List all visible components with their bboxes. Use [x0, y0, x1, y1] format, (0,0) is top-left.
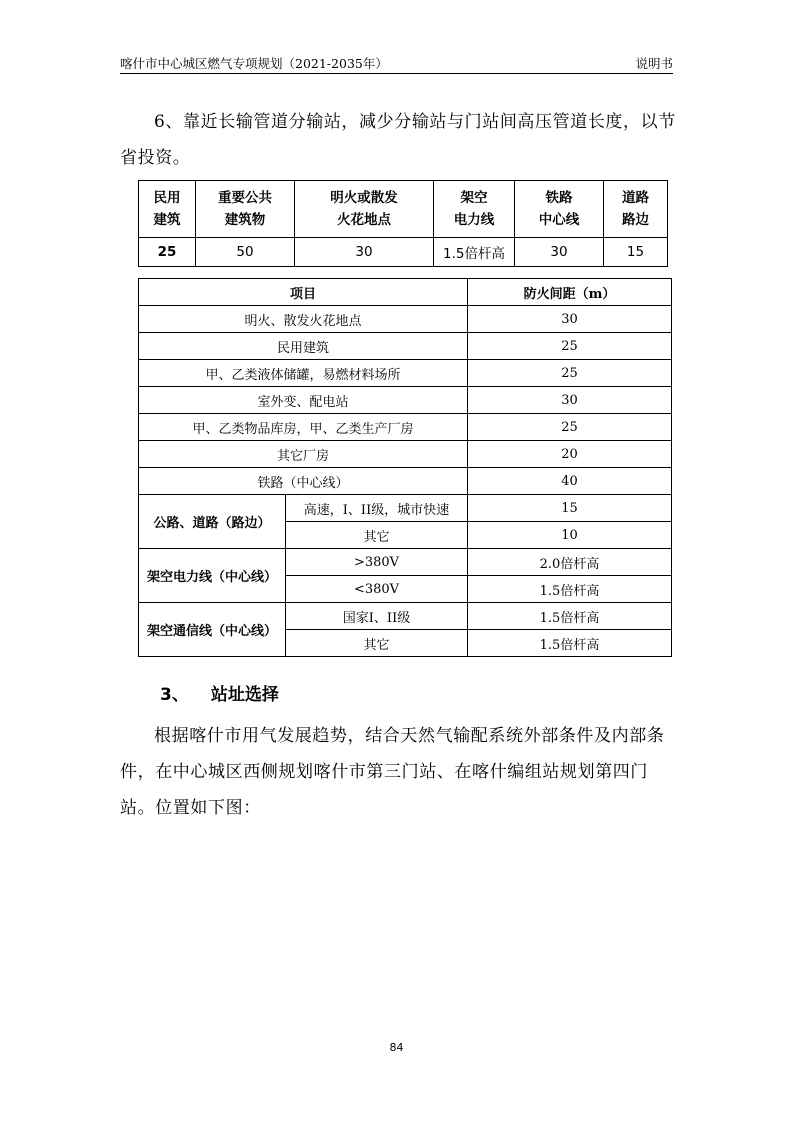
group-label-comm-line: 架空通信线（中心线） — [139, 603, 286, 657]
sub-item-cell: 其它 — [286, 630, 468, 657]
paragraph-site-selection: 根据喀什市用气发展趋势，结合天然气输配系统外部条件及内部条件，在中心城区西侧规划喀什市第三门站、在喀什编组站规划第四门站。位置如下图： — [120, 726, 665, 818]
value-cell: 1.5倍杆高 — [434, 238, 515, 267]
item-cell: 甲、乙类物品库房，甲、乙类生产厂房 — [139, 414, 468, 441]
table-row — [139, 360, 672, 387]
item-cell: 室外变、配电站 — [139, 387, 468, 414]
distance-cell: 1.5倍杆高 — [468, 603, 672, 630]
item-cell: 甲、乙类液体储罐，易燃材料场所 — [139, 360, 468, 387]
table-row — [139, 603, 672, 630]
table-header-row — [139, 279, 672, 306]
distance-summary-table — [138, 180, 668, 267]
distance-cell: 1.5倍杆高 — [468, 576, 672, 603]
distance-cell: 1.5倍杆高 — [468, 630, 672, 657]
distance-cell: 20 — [468, 441, 672, 468]
group-label-road: 公路、道路（路边） — [139, 495, 286, 549]
header-cell: 民用 建筑 — [139, 181, 196, 238]
col-header-distance: 防火间距（m） — [468, 279, 672, 306]
table-header-row — [139, 181, 668, 238]
header-divider — [120, 73, 673, 74]
header-cell: 明火或散发 火花地点 — [295, 181, 434, 238]
table-row — [139, 549, 672, 576]
value-cell: 50 — [196, 238, 295, 267]
col-header-item: 项目 — [139, 279, 468, 306]
header-doc-type: 说明书 — [635, 56, 673, 71]
value-cell: 25 — [139, 238, 196, 267]
value-cell: 15 — [604, 238, 668, 267]
header-cell: 架空 电力线 — [434, 181, 515, 238]
item-cell: 民用建筑 — [139, 333, 468, 360]
sub-item-cell: >380V — [286, 549, 468, 576]
sub-item-cell: <380V — [286, 576, 468, 603]
distance-cell: 25 — [468, 414, 672, 441]
item-cell: 明火、散发火花地点 — [139, 306, 468, 333]
item-cell: 其它厂房 — [139, 441, 468, 468]
table-row — [139, 238, 668, 267]
sub-item-cell: 国家I、II级 — [286, 603, 468, 630]
section-heading — [160, 680, 279, 705]
table-row — [139, 441, 672, 468]
sub-item-cell: 高速，I、II级，城市快速 — [286, 495, 468, 522]
page-number: 84 — [389, 1041, 404, 1054]
distance-cell: 25 — [468, 333, 672, 360]
distance-cell: 10 — [468, 522, 672, 549]
header-cell: 铁路 中心线 — [515, 181, 604, 238]
section-title: 站址选择 — [210, 685, 279, 705]
distance-cell: 30 — [468, 306, 672, 333]
paragraph-site-criteria: 6、靠近长输管道分输站，减少分输站与门站间高压管道长度，以节省投资。 — [120, 112, 676, 168]
distance-cell: 40 — [468, 468, 672, 495]
section-number: 3、 — [160, 685, 189, 705]
fire-spacing-table — [138, 278, 672, 657]
value-cell: 30 — [295, 238, 434, 267]
page-header — [120, 52, 673, 72]
table-row — [139, 495, 672, 522]
header-cell: 重要公共 建筑物 — [196, 181, 295, 238]
distance-cell: 2.0倍杆高 — [468, 549, 672, 576]
group-label-power-line: 架空电力线（中心线） — [139, 549, 286, 603]
table-row — [139, 414, 672, 441]
table-row — [139, 333, 672, 360]
distance-cell: 25 — [468, 360, 672, 387]
header-title: 喀什市中心城区燃气专项规划（2021-2035年） — [120, 56, 388, 71]
table-row — [139, 468, 672, 495]
value-cell: 30 — [515, 238, 604, 267]
distance-cell: 15 — [468, 495, 672, 522]
table-row — [139, 387, 672, 414]
table-row — [139, 306, 672, 333]
header-cell: 道路 路边 — [604, 181, 668, 238]
item-cell: 铁路（中心线） — [139, 468, 468, 495]
sub-item-cell: 其它 — [286, 522, 468, 549]
distance-cell: 30 — [468, 387, 672, 414]
